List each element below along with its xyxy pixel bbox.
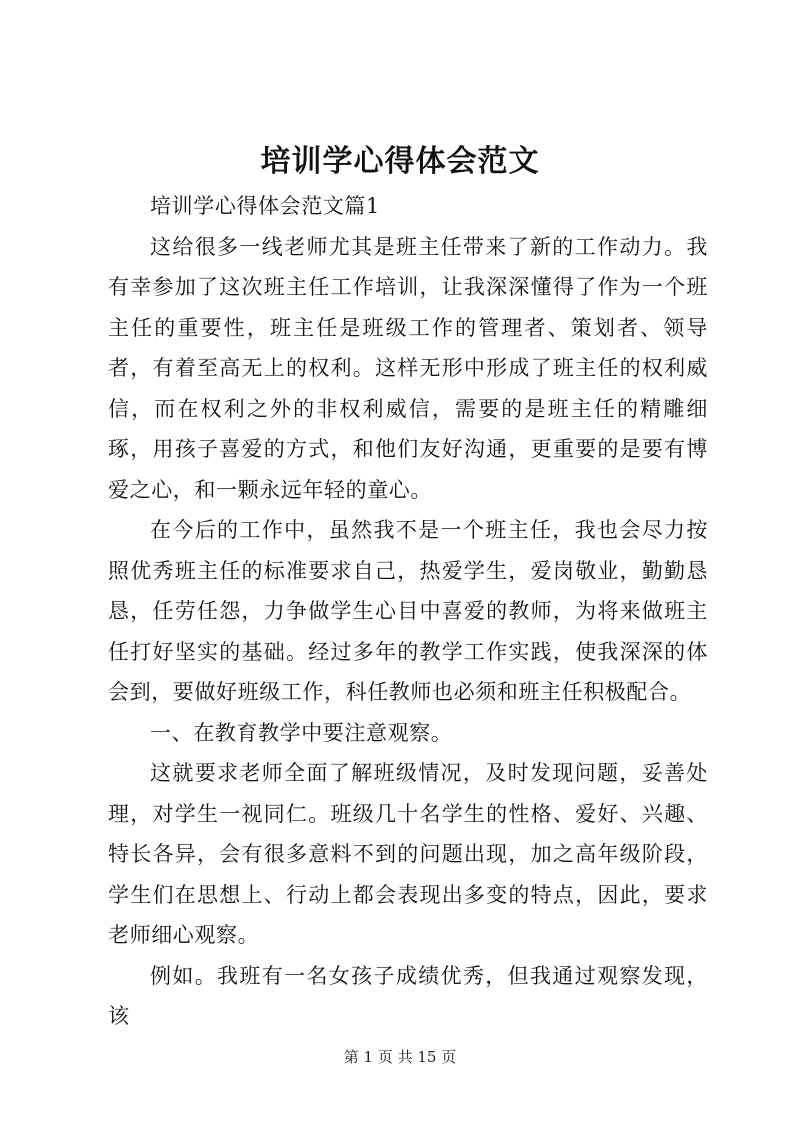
paragraph: 在今后的工作中，虽然我不是一个班主任，我也会尽力按照优秀班主任的标准要求自己，热爱学生，爱岗敬业，勤勤恳恳，任劳任怨，力争做学生心目中喜爱的教师，为将来做班主任打好坚实的基础。经过多年的教学工作实践，使我深深的体会到，要做好班级工作，科任教师也必须和班主任积极配合。 xyxy=(108,518,708,704)
document-title: 培训学心得体会范文 xyxy=(260,144,540,179)
paragraph: 这给很多一线老师尤其是班主任带来了新的工作动力。我有幸参加了这次班主任工作培训，让我深深懂得了作为一个班主任的重要性，班主任是班级工作的管理者、策划者、领导者，有着至高无上的权利。这样无形中形成了班主任的权利威信，而在权利之外的非权利威信，需要的是班主任的精雕细琢，用孩子喜爱的方式，和他们友好沟通，更重要的是要有博爱之心，和一颗永远年轻的童心。 xyxy=(108,234,708,502)
page-footer: 第 1 页 共 15 页 xyxy=(343,1048,457,1066)
sub-heading: 一、在教育教学中要注意观察。 xyxy=(150,720,453,745)
paragraph: 例如。我班有一名女孩子成绩优秀，但我通过观察发现，该 xyxy=(108,963,708,1028)
document-body xyxy=(108,186,708,1037)
paragraph: 这就要求老师全面了解班级情况，及时发现问题，妥善处理，对学生一视同仁。班级几十名学生的性格、爱好、兴趣、特长各异，会有很多意料不到的问题出现，加之高年级阶段，学生们在思想上、行动上都会表现出多变的特点，因此，要求老师细心观察。 xyxy=(108,761,708,947)
section-heading: 培训学心得体会范文篇1 xyxy=(150,194,380,218)
